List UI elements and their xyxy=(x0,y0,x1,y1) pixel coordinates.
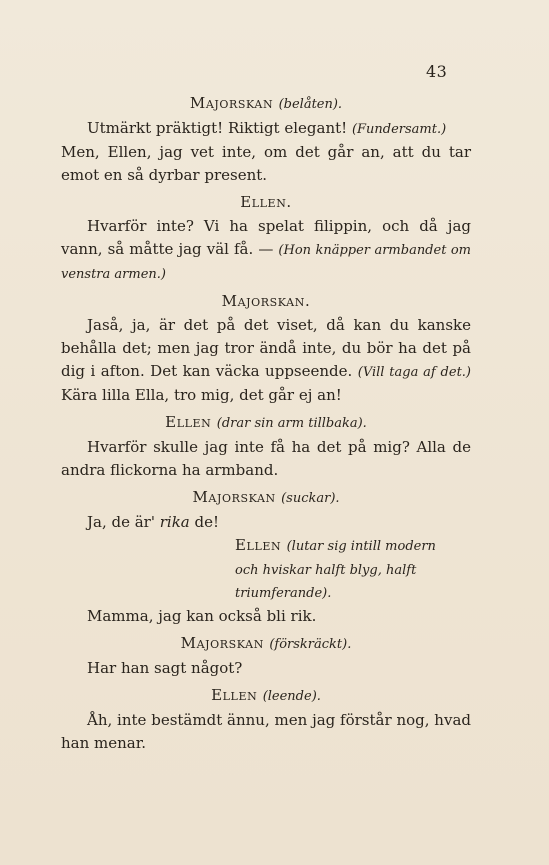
stage-direction: (förskräckt). xyxy=(269,637,352,652)
dialogue-text: Men, Ellen, jag vet inte, om det går an, att du tar emot en så dyrbar present. xyxy=(61,143,471,184)
dialogue-paragraph xyxy=(61,117,471,187)
dialogue-paragraph xyxy=(61,605,471,628)
stage-direction: (Fundersamt.) xyxy=(351,122,447,137)
speaker-name: Ellen xyxy=(235,536,282,554)
speaker-heading xyxy=(61,191,471,214)
speaker-heading xyxy=(61,290,471,313)
speaker-heading xyxy=(61,632,471,656)
speaker-name: Majorskan. xyxy=(221,292,311,310)
speaker-heading xyxy=(61,92,471,116)
dialogue-text: Har han sagt något? xyxy=(87,659,243,677)
speaker-heading xyxy=(61,684,471,708)
dialogue-text: Ja, de är' xyxy=(87,513,160,531)
dialogue-paragraph xyxy=(61,314,471,407)
speaker-heading xyxy=(61,486,471,510)
dialogue-text: Jaså, ja, är det på det viset, då kan du kanske behålla det; men jag tror ändå inte, du bör ha det på dig i afton. Det kan väcka uppseende. xyxy=(61,316,471,380)
dialogue-paragraph xyxy=(61,215,471,286)
stage-direction: (belåten). xyxy=(278,97,343,112)
dialogue-text: de! xyxy=(189,513,220,531)
dialogue-paragraph xyxy=(61,436,471,482)
speaker-name: Ellen xyxy=(211,686,258,704)
stage-direction: (suckar). xyxy=(281,491,340,506)
dialogue-paragraph xyxy=(61,709,471,755)
stage-direction: (drar sin arm tillbaka). xyxy=(216,416,367,431)
stage-direction-line: triumferande). xyxy=(235,586,332,601)
speaker-heading xyxy=(61,534,471,558)
speaker-name: Majorskan xyxy=(192,488,276,506)
dialogue-text: Hvarför skulle jag inte få ha det på mig? Alla de andra flickorna ha armband. xyxy=(61,438,471,479)
stage-direction: (Hon knäpper armbandet om venstra armen.) xyxy=(61,243,472,282)
speaker-name: Ellen xyxy=(165,413,212,431)
dialogue-text: Åh, inte bestämdt ännu, men jag förstår nog, hvad han menar. xyxy=(61,711,471,752)
page-number: 43 xyxy=(426,62,448,81)
dialogue-text: Kära lilla Ella, tro mig, det går ej an! xyxy=(61,386,342,404)
stage-direction-line: och hviskar halft blyg, halft xyxy=(235,563,417,578)
speaker-name: Majorskan xyxy=(180,634,264,652)
play-text xyxy=(61,92,471,755)
speaker-name: Ellen. xyxy=(240,193,292,211)
dialogue-text: Hvarför inte? Vi ha spelat filippin, och då jag vann, så måtte jag väl få. — xyxy=(61,217,471,258)
stage-direction: (leende). xyxy=(262,689,321,704)
speaker-heading xyxy=(61,411,471,435)
dialogue-paragraph xyxy=(61,657,471,680)
dialogue-text: Utmärkt präktigt! Riktigt elegant! xyxy=(87,119,352,137)
emphasized-word: rika xyxy=(159,513,190,531)
speaker-name: Majorskan xyxy=(189,94,274,112)
stage-direction-continued xyxy=(61,559,471,605)
stage-direction: (Vill taga af det.) xyxy=(357,365,471,380)
dialogue-text: Mamma, jag kan också bli rik. xyxy=(87,607,317,625)
stage-direction: (lutar sig intill modern xyxy=(286,539,436,554)
dialogue-paragraph xyxy=(61,511,471,534)
